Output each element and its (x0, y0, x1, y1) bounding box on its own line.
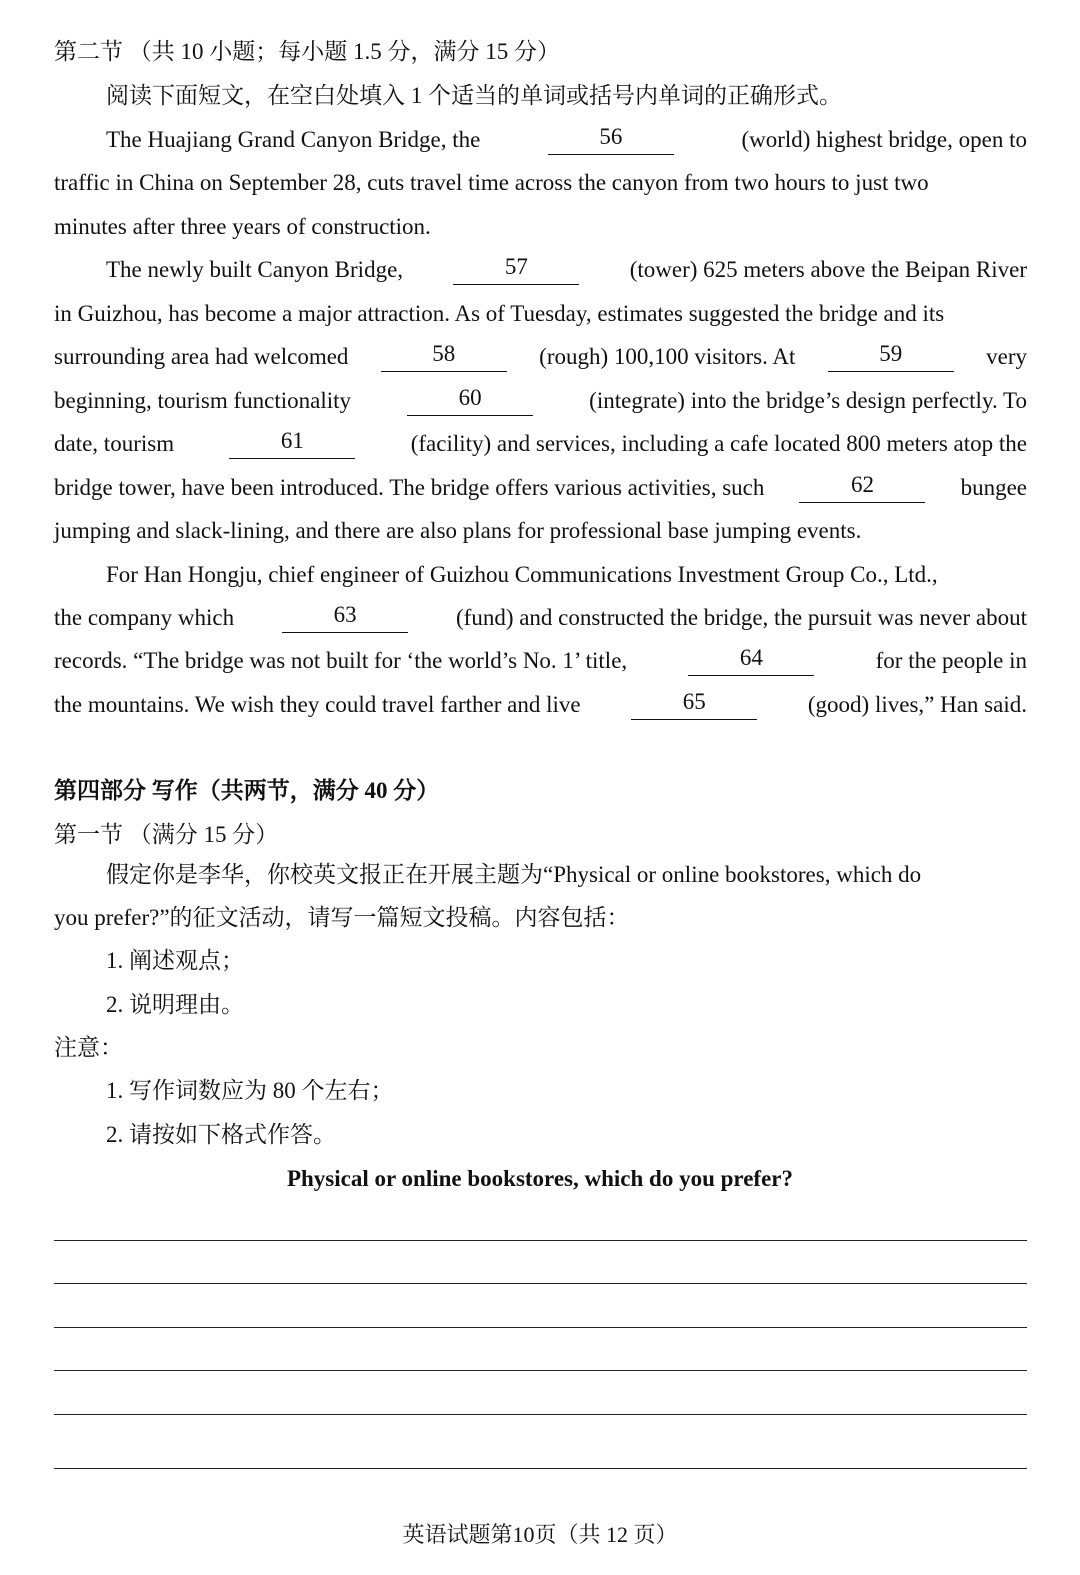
note-item: 1. 写作词数应为 80 个左右； (106, 1078, 394, 1103)
answer-line[interactable] (54, 1327, 1027, 1328)
blank-60[interactable]: 60 (407, 386, 533, 416)
passage-line: surrounding area had welcomed 58 (rough) 100,100 visitors. At 59 very (54, 342, 1027, 372)
blank-56[interactable]: 56 (548, 125, 674, 155)
passage-line: The Huajiang Grand Canyon Bridge, the 56 (world) highest bridge, open to (106, 125, 1027, 155)
passage-line: in Guizhou, has become a major attraction. As of Tuesday, estimates suggested the bridge and its (54, 301, 945, 326)
passage-line: For Han Hongju, chief engineer of Guizhou Communications Investment Group Co., Ltd., (106, 562, 938, 587)
page-footer: 英语试题第10页（共 12 页） (402, 1522, 678, 1547)
blank-64[interactable]: 64 (688, 646, 814, 676)
essay-title: Physical or online bookstores, which do you prefer? (286, 1166, 794, 1191)
answer-line[interactable] (54, 1468, 1027, 1469)
blank-58[interactable]: 58 (381, 342, 507, 372)
passage-line: bridge tower, have been introduced. The bridge offers various activities, such 62 bungee (54, 473, 1027, 503)
answer-line[interactable] (54, 1240, 1027, 1241)
passage-line: jumping and slack-lining, and there are also plans for professional base jumping events. (54, 518, 862, 543)
content-item: 2. 说明理由。 (106, 992, 244, 1017)
blank-57[interactable]: 57 (453, 255, 579, 285)
passage-line: records. “The bridge was not built for ‘the world’s No. 1’ title, 64 for the people in (54, 646, 1027, 676)
blank-65[interactable]: 65 (631, 690, 757, 720)
note-item: 2. 请按如下格式作答。 (106, 1122, 336, 1147)
blank-62[interactable]: 62 (799, 473, 925, 503)
content-item: 1. 阐述观点； (106, 948, 244, 973)
passage-line: beginning, tourism functionality 60 (integrate) into the bridge’s design perfectly. To (54, 386, 1027, 416)
section2-instruction: 阅读下面短文，在空白处填入 1 个适当的单词或括号内单词的正确形式。 (106, 83, 842, 108)
section2-heading: 第二节 （共 10 小题；每小题 1.5 分，满分 15 分） (54, 39, 560, 64)
passage-line: the mountains. We wish they could travel farther and live 65 (good) lives,” Han said. (54, 690, 1027, 720)
passage-line: The newly built Canyon Bridge, 57 (tower) 625 meters above the Beipan River (106, 255, 1027, 285)
passage-line: date, tourism 61 (facility) and services, including a cafe located 800 meters atop the (54, 429, 1027, 459)
blank-63[interactable]: 63 (282, 603, 408, 633)
blank-59[interactable]: 59 (828, 342, 954, 372)
passage-line: minutes after three years of construction. (54, 214, 431, 239)
part4-section1-heading: 第一节 （满分 15 分） (54, 822, 279, 847)
passage-line: traffic in China on September 28, cuts travel time across the canyon from two hours to just two (54, 170, 929, 195)
answer-line[interactable] (54, 1370, 1027, 1371)
blank-61[interactable]: 61 (229, 429, 355, 459)
task-text: you prefer?”的征文活动，请写一篇短文投稿。内容包括： (54, 905, 630, 930)
answer-line[interactable] (54, 1283, 1027, 1284)
task-text: 假定你是李华，你校英文报正在开展主题为“Physical or online bookstores, which do (106, 862, 922, 887)
part4-heading: 第四部分 写作（共两节，满分 40 分） (54, 778, 440, 803)
note-label: 注意： (54, 1035, 123, 1060)
answer-line[interactable] (54, 1414, 1027, 1415)
passage-line: the company which 63 (fund) and constructed the bridge, the pursuit was never about (54, 603, 1027, 633)
